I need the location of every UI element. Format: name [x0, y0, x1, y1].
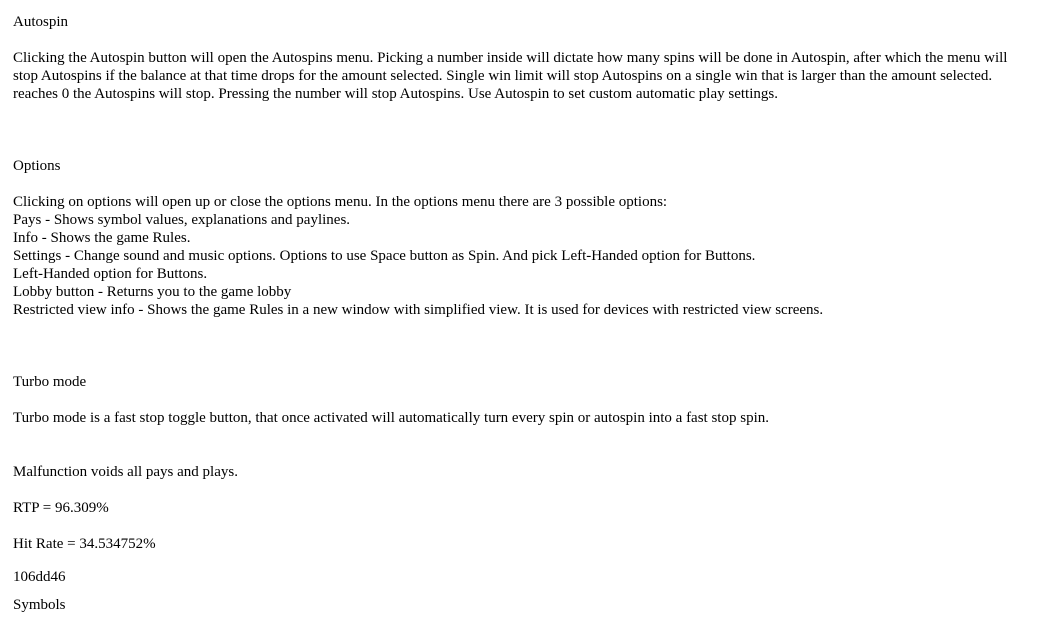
options-line: Settings - Change sound and music options. Options to use Space button as Spin. And pick Left-Handed option for Buttons.: [13, 248, 756, 264]
options-heading: Options: [13, 158, 61, 174]
autospin-heading: Autospin: [13, 14, 69, 30]
hit-rate-value: Hit Rate = 34.534752%: [13, 536, 156, 552]
autospin-description: [13, 49, 1007, 103]
options-line: Restricted view info - Shows the game Rules in a new window with simplified view. It is used for devices with restricted view screens.: [13, 302, 824, 318]
autospin-line: stop Autospins if the balance at that time drops for the amount selected. Single win limit will stop Autospins on a single win that is larger than the amount selected.: [13, 68, 993, 84]
malfunction-notice: Malfunction voids all pays and plays.: [13, 464, 238, 480]
rtp-value: RTP = 96.309%: [13, 500, 109, 516]
autospin-line: Clicking the Autospin button will open the Autospins menu. Picking a number inside will dictate how many spins will be done in Autospin, after which the menu will: [13, 50, 1008, 66]
options-line: Pays - Shows symbol values, explanations and paylines.: [13, 212, 351, 228]
options-line: Clicking on options will open up or close the options menu. In the options menu there are 3 possible options:: [13, 194, 668, 210]
options-description: [13, 193, 823, 319]
symbols-heading: Symbols: [13, 597, 66, 613]
turbo-mode-description: Turbo mode is a fast stop toggle button, that once activated will automatically turn every spin or autospin into a fast stop spin.: [13, 410, 769, 426]
autospin-line: reaches 0 the Autospins will stop. Pressing the number will stop Autospins. Use Autospin to set custom automatic play settings.: [13, 86, 778, 102]
options-line: Info - Shows the game Rules.: [13, 230, 191, 246]
build-hash: 106dd46: [13, 569, 66, 585]
options-line: Left-Handed option for Buttons.: [13, 266, 208, 282]
options-line: Lobby button - Returns you to the game lobby: [13, 284, 292, 300]
turbo-mode-heading: Turbo mode: [13, 374, 87, 390]
